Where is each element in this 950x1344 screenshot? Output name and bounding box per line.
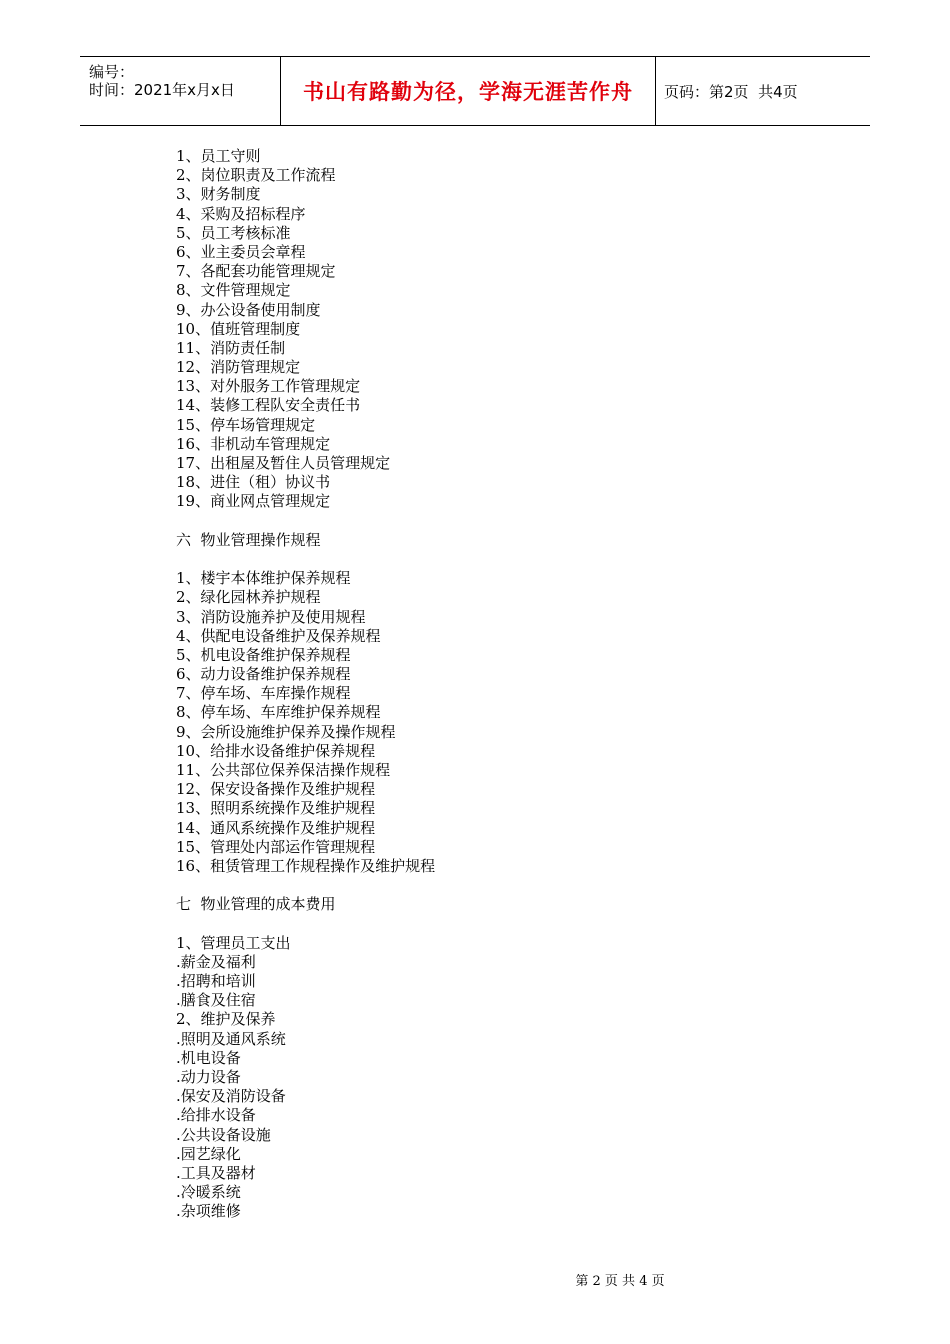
list-item: 2、维护及保养 (176, 1010, 276, 1029)
list-item: 14、装修工程队安全责任书 (176, 396, 361, 415)
list-item: 5、员工考核标准 (176, 223, 291, 242)
list-item: 13、对外服务工作管理规定 (176, 377, 361, 396)
list-item: .工具及器材 (176, 1163, 256, 1182)
list-item: 16、非机动车管理规定 (176, 434, 331, 453)
list-item: 9、会所设施维护保养及操作规程 (176, 722, 396, 741)
list-item: 14、通风系统操作及维护规程 (176, 818, 376, 837)
list-item: 8、停车场、车库维护保养规程 (176, 703, 381, 722)
list-item: 18、进住（租）协议书 (176, 473, 331, 492)
list-item: 10、给排水设备维护保养规程 (176, 741, 376, 760)
list-item: .招聘和培训 (176, 972, 256, 991)
list-item: 3、消防设施养护及使用规程 (176, 607, 366, 626)
list-item: .膳食及住宿 (176, 991, 256, 1010)
list-item: 11、消防责任制 (176, 338, 286, 357)
list-item: 8、文件管理规定 (176, 281, 291, 300)
list-item: 1、管理员工支出 (176, 933, 291, 952)
list-item: 16、租赁管理工作规程操作及维护规程 (176, 856, 436, 875)
list-item: 15、停车场管理规定 (176, 415, 316, 434)
list-item: 4、供配电设备维护及保养规程 (176, 626, 381, 645)
spacer (176, 512, 816, 531)
list-item: 19、商业网点管理规定 (176, 492, 331, 511)
list-item: 6、动力设备维护保养规程 (176, 665, 351, 684)
list-item: 1、楼宇本体维护保养规程 (176, 569, 351, 588)
document-body (176, 147, 816, 1222)
list-item: .动力设备 (176, 1068, 241, 1086)
list-item: 1、员工守则 (176, 147, 261, 165)
list-item: .给排水设备 (176, 1106, 256, 1125)
list-item: 10、值班管理制度 (176, 319, 301, 338)
list-item: 5、机电设备维护保养规程 (176, 645, 351, 664)
list-item: 4、采购及招标程序 (176, 204, 306, 223)
spacer (176, 550, 816, 569)
list-item: .园艺绿化 (176, 1144, 241, 1163)
list-item: .冷暖系统 (176, 1183, 241, 1202)
list-item: .保安及消防设备 (176, 1087, 286, 1106)
list-item: .杂项维修 (176, 1202, 241, 1221)
document-time: 时间：2021年x月x日 (89, 81, 235, 99)
list-item: 7、停车场、车库操作规程 (176, 684, 351, 703)
list-item: 9、办公设备使用制度 (176, 300, 321, 319)
rules-list (176, 147, 816, 512)
section-7-title: 七 物业管理的成本费用 (176, 895, 336, 914)
list-item: .公共设备设施 (176, 1125, 271, 1144)
header-page-code: 页码：第2页 共4页 (664, 82, 798, 101)
header-meta (80, 57, 280, 125)
list-item: 11、公共部位保养保洁操作规程 (176, 761, 391, 779)
list-item: 6、业主委员会章程 (176, 242, 306, 261)
list-item: 12、保安设备操作及维护规程 (176, 780, 376, 799)
list-item: 2、岗位职责及工作流程 (176, 166, 336, 185)
document-number-label: 编号： (89, 63, 135, 81)
list-item: 12、消防管理规定 (176, 358, 301, 377)
list-item: .机电设备 (176, 1048, 241, 1067)
header-motto: 书山有路勤为径，学海无涯苦作舟 (303, 80, 633, 104)
header-motto-cell (280, 57, 656, 125)
page-header (80, 56, 870, 126)
list-item: 3、财务制度 (176, 185, 261, 204)
spacer (176, 915, 816, 934)
list-item: 15、管理处内部运作管理规程 (176, 837, 376, 856)
page-footer: 第 2 页 共 4 页 (575, 1274, 665, 1289)
header-page-code-cell (655, 57, 870, 125)
list-item: 17、出租屋及暂住人员管理规定 (176, 454, 391, 472)
spacer (176, 876, 816, 895)
section-7-list (176, 934, 816, 1222)
list-item: 7、各配套功能管理规定 (176, 262, 336, 281)
section-6-title: 六 物业管理操作规程 (176, 530, 321, 549)
list-item: .薪金及福利 (176, 952, 256, 971)
section-6-list (176, 569, 816, 876)
list-item: .照明及通风系统 (176, 1029, 286, 1048)
list-item: 13、照明系统操作及维护规程 (176, 799, 376, 818)
list-item: 2、绿化园林养护规程 (176, 588, 321, 607)
